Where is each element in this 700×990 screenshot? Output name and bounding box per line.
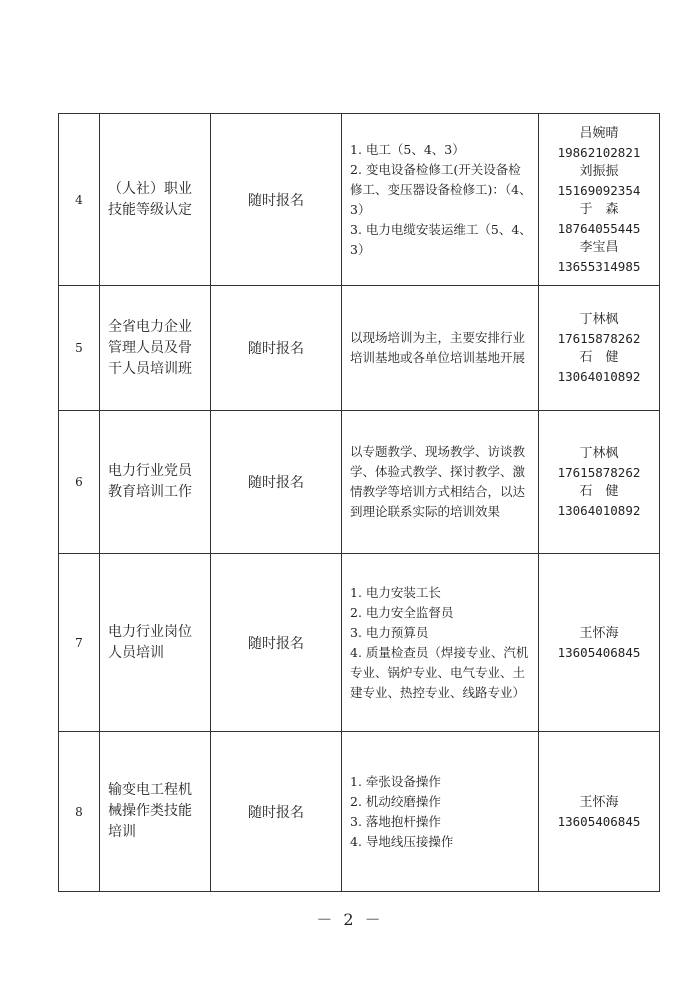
registration-time: 随时报名 — [211, 114, 342, 286]
training-content — [342, 442, 538, 522]
contact-phone: 13064010892 — [557, 369, 641, 384]
row-number: 4 — [59, 114, 100, 286]
content-line: 3. 电力电缆安装运维工（5、4、3） — [350, 221, 532, 257]
content-line: 1. 电工（5、4、3） — [350, 141, 465, 157]
contact-name: 丁林枫 — [579, 312, 619, 327]
contact-name: 石 健 — [579, 350, 619, 365]
contact-cell — [539, 554, 660, 732]
contact-phone: 17615878262 — [557, 331, 641, 346]
registration-time: 随时报名 — [211, 286, 342, 411]
content-line: 3. 落地抱杆操作 — [350, 813, 441, 829]
contact-phone: 13655314985 — [557, 258, 641, 274]
contact-name: 吕婉晴 — [579, 125, 619, 141]
content-line: 4. 导地线压接操作 — [350, 833, 454, 849]
contact-phone: 17615878262 — [557, 465, 641, 480]
contact-cell — [539, 411, 660, 554]
registration-time: 随时报名 — [211, 554, 342, 732]
training-name: 电力行业岗位人员培训 — [108, 623, 192, 661]
content-line: 1. 电力安装工长 — [350, 584, 441, 600]
training-content — [342, 140, 538, 260]
table-row — [59, 732, 660, 892]
table-row — [59, 554, 660, 732]
contact-name: 李宝昌 — [579, 239, 619, 255]
row-number: 7 — [59, 554, 100, 732]
contact-cell — [539, 732, 660, 892]
contact-name: 王怀海 — [579, 625, 619, 641]
training-name: 全省电力企业管理人员及骨干人员培训班 — [108, 318, 192, 377]
registration-time: 随时报名 — [211, 411, 342, 554]
row-number: 8 — [59, 732, 100, 892]
contact-phone: 13605406845 — [557, 644, 641, 660]
table-row — [59, 114, 660, 286]
table-row — [59, 286, 660, 411]
content-line: 4. 质量检查员（焊接专业、汽机专业、锅炉专业、电气专业、土建专业、热控专业、线路专业） — [350, 644, 529, 700]
registration-time: 随时报名 — [211, 732, 342, 892]
contact-phone: 15169092354 — [557, 182, 641, 198]
contact-name: 丁林枫 — [579, 446, 619, 461]
training-table — [58, 113, 660, 892]
contact-phone: 18764055445 — [557, 220, 641, 236]
table-row — [59, 411, 660, 554]
training-name: （人社）职业技能等级认定 — [108, 180, 192, 218]
content-line: 2. 机动绞磨操作 — [350, 793, 441, 809]
content-line: 2. 电力安全监督员 — [350, 604, 454, 620]
content-line: 以专题教学、现场教学、访谈教学、体验式教学、探讨教学、激情教学等培训方式相结合，以达到理论联系实际的培训效果 — [350, 444, 526, 519]
contact-name: 刘振振 — [579, 163, 619, 179]
training-name: 输变电工程机械操作类技能培训 — [108, 782, 192, 840]
contact-cell — [539, 114, 660, 286]
page-number: － 2 － — [316, 910, 384, 929]
row-number: 6 — [59, 411, 100, 554]
contact-phone: 19862102821 — [557, 144, 641, 160]
training-content — [342, 328, 538, 368]
training-name: 电力行业党员教育培训工作 — [108, 463, 192, 500]
row-number: 5 — [59, 286, 100, 411]
training-content — [342, 583, 538, 703]
content-line: 以现场培训为主，主要安排行业培训基地或各单位培训基地开展 — [350, 330, 526, 365]
content-line: 1. 牵张设备操作 — [350, 773, 441, 789]
content-line: 3. 电力预算员 — [350, 624, 429, 640]
training-content — [342, 772, 538, 852]
contact-cell — [539, 286, 660, 411]
content-line: 2. 变电设备检修工(开关设备检修工、变压器设备检修工)：（4、3） — [350, 161, 532, 217]
contact-phone: 13064010892 — [557, 503, 641, 518]
contact-phone: 13605406845 — [557, 813, 641, 829]
contact-name: 王怀海 — [579, 794, 619, 810]
contact-name: 石 健 — [579, 484, 619, 499]
contact-name: 于 森 — [579, 201, 619, 217]
